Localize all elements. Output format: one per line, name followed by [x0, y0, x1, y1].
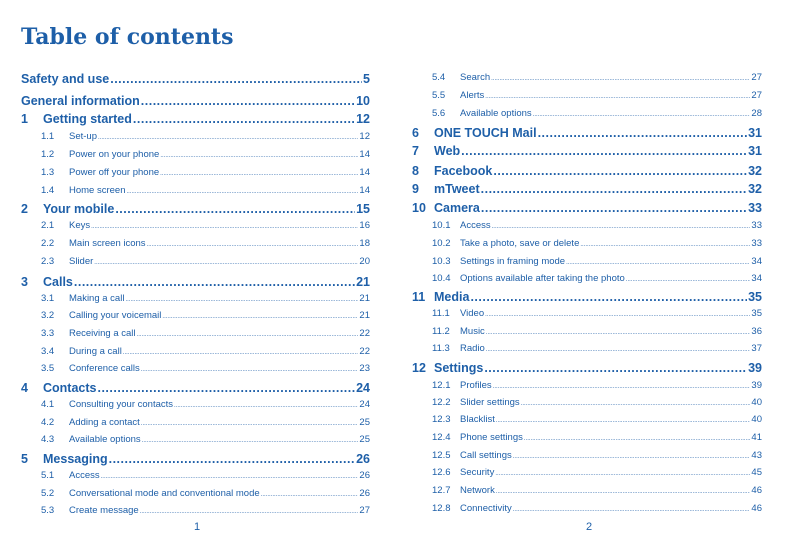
toc-entry-number: 3.4	[41, 346, 55, 357]
toc-leader-dots	[91, 220, 358, 231]
toc-entry-number: 12.5	[432, 450, 451, 461]
toc-entry-page: 25	[359, 434, 370, 445]
toc-leader-dots	[141, 417, 359, 428]
toc-entry-title: Access	[69, 470, 100, 481]
toc-leader-dots	[461, 144, 747, 158]
toc-leader-dots	[533, 108, 751, 119]
toc-entry	[412, 164, 762, 178]
toc-entry-number: 9	[412, 182, 419, 196]
toc-entry	[21, 346, 370, 357]
toc-entry-number: 2.2	[41, 238, 55, 249]
toc-entry-title: Video	[460, 308, 485, 319]
toc-entry-title: Home screen	[69, 185, 126, 196]
toc-entry-number: 2.3	[41, 256, 55, 267]
toc-leader-dots	[496, 485, 751, 496]
toc-entry-page: 35	[751, 308, 762, 319]
toc-entry-title: Alerts	[460, 90, 485, 101]
toc-entry-title: Slider settings	[460, 397, 520, 408]
toc-entry-title: Options available after taking the photo	[460, 273, 625, 284]
toc-entry-page: 28	[751, 108, 762, 119]
toc-leader-dots	[74, 275, 355, 289]
toc-leader-dots	[140, 505, 359, 516]
toc-entry-title: During a call	[69, 346, 122, 357]
toc-entry	[21, 72, 370, 86]
toc-entry-page: 39	[748, 361, 762, 375]
toc-leader-dots	[492, 220, 751, 231]
toc-entry	[21, 505, 370, 516]
toc-entry-number: 5.4	[432, 72, 446, 83]
toc-entry-page: 40	[751, 397, 762, 408]
toc-entry-title: Your mobile	[43, 202, 115, 216]
toc-entry-number: 1.1	[41, 131, 55, 142]
toc-leader-dots	[162, 310, 358, 321]
page-title: Table of contents	[21, 24, 234, 50]
toc-entry	[21, 328, 370, 339]
toc-entry-title: Access	[460, 220, 491, 231]
toc-entry-number: 10.3	[432, 256, 451, 267]
toc-entry-page: 23	[359, 363, 370, 374]
toc-entry-page: 46	[751, 503, 762, 514]
toc-entry-number: 11.1	[432, 308, 450, 319]
toc-entry-number: 12.2	[432, 397, 451, 408]
toc-entry-title: Conference calls	[69, 363, 140, 374]
toc-entry-number: 1.2	[41, 149, 55, 160]
toc-entry-title: Main screen icons	[69, 238, 146, 249]
toc-entry	[412, 108, 762, 119]
toc-entry-title: Phone settings	[460, 432, 523, 443]
toc-entry-page: 32	[748, 182, 762, 196]
toc-entry	[412, 414, 762, 425]
toc-entry-title: General information	[21, 94, 140, 108]
toc-entry-number: 12.6	[432, 467, 451, 478]
toc-entry-page: 14	[359, 185, 370, 196]
toc-leader-dots	[486, 343, 751, 354]
toc-leader-dots	[97, 381, 355, 395]
toc-leader-dots	[513, 503, 751, 514]
toc-entry-page: 24	[359, 399, 370, 410]
toc-entry-page: 37	[751, 343, 762, 354]
toc-entry-title: Connectivity	[460, 503, 512, 514]
toc-entry-page: 21	[359, 310, 370, 321]
toc-entry-number: 11	[412, 290, 426, 304]
toc-entry	[412, 397, 762, 408]
toc-leader-dots	[98, 131, 358, 142]
toc-entry	[21, 310, 370, 321]
toc-entry-page: 20	[359, 256, 370, 267]
toc-entry	[412, 343, 762, 354]
toc-entry-title: ONE TOUCH Mail	[434, 126, 537, 140]
toc-leader-dots	[123, 346, 359, 357]
toc-entry-title: Music	[460, 326, 485, 337]
toc-leader-dots	[524, 432, 751, 443]
toc-entry-number: 6	[412, 126, 419, 140]
toc-entry-page: 27	[751, 72, 762, 83]
toc-entry-title: Call settings	[460, 450, 512, 461]
toc-entry-number: 12.7	[432, 485, 451, 496]
toc-entry-page: 39	[751, 380, 762, 391]
toc-leader-dots	[626, 273, 751, 284]
toc-entry	[412, 361, 762, 375]
toc-entry-title: Settings in framing mode	[460, 256, 566, 267]
toc-entry-number: 2.1	[41, 220, 55, 231]
toc-entry-number: 12.8	[432, 503, 451, 514]
toc-entry-number: 3.3	[41, 328, 55, 339]
toc-leader-dots	[261, 488, 359, 499]
toc-entry-number: 4.1	[41, 399, 55, 410]
toc-entry-title: Blacklist	[460, 414, 495, 425]
toc-entry	[412, 380, 762, 391]
toc-entry-page: 43	[751, 450, 762, 461]
toc-leader-dots	[142, 434, 359, 445]
page-number-left: 1	[194, 521, 201, 533]
toc-entry	[21, 381, 370, 395]
toc-entry-title: Receiving a call	[69, 328, 136, 339]
toc-entry-page: 22	[359, 346, 370, 357]
toc-entry-page: 21	[359, 293, 370, 304]
toc-entry-title: Available options	[460, 108, 532, 119]
toc-leader-dots	[513, 450, 751, 461]
toc-entry	[21, 220, 370, 231]
toc-entry	[412, 238, 762, 249]
toc-entry-title: Messaging	[43, 452, 108, 466]
toc-entry-page: 46	[751, 485, 762, 496]
toc-entry-title: Consulting your contacts	[69, 399, 174, 410]
toc-entry	[21, 452, 370, 466]
toc-entry-page: 12	[356, 112, 370, 126]
toc-entry-number: 5.3	[41, 505, 55, 516]
toc-entry-title: Media	[434, 290, 470, 304]
toc-entry	[412, 467, 762, 478]
toc-leader-dots	[101, 470, 359, 481]
toc-entry-number: 10.2	[432, 238, 451, 249]
toc-entry	[412, 90, 762, 101]
toc-entry-title: Calling your voicemail	[69, 310, 162, 321]
toc-leader-dots	[174, 399, 358, 410]
toc-entry	[412, 126, 762, 140]
toc-entry-title: Making a call	[69, 293, 125, 304]
toc-entry	[21, 417, 370, 428]
toc-entry	[21, 238, 370, 249]
toc-entry-page: 31	[748, 144, 762, 158]
toc-entry-number: 1.4	[41, 185, 55, 196]
toc-entry	[21, 202, 370, 216]
toc-entry	[412, 485, 762, 496]
toc-entry	[21, 434, 370, 445]
toc-entry-number: 12.3	[432, 414, 451, 425]
toc-entry-page: 31	[748, 126, 762, 140]
toc-leader-dots	[115, 202, 355, 216]
toc-entry-page: 34	[751, 273, 762, 284]
toc-leader-dots	[94, 256, 358, 267]
toc-entry	[21, 131, 370, 142]
toc-entry-title: Web	[434, 144, 461, 158]
toc-entry-number: 3.2	[41, 310, 55, 321]
toc-leader-dots	[566, 256, 750, 267]
toc-entry-number: 10.1	[432, 220, 451, 231]
toc-entry-number: 3.1	[41, 293, 55, 304]
toc-entry-number: 1.3	[41, 167, 55, 178]
toc-entry	[412, 182, 762, 196]
toc-entry-title: Facebook	[434, 164, 493, 178]
toc-leader-dots	[521, 397, 751, 408]
toc-entry-title: Camera	[434, 201, 480, 215]
toc-entry-title: Network	[460, 485, 495, 496]
toc-entry-page: 36	[751, 326, 762, 337]
toc-leader-dots	[481, 182, 747, 196]
toc-leader-dots	[141, 94, 355, 108]
toc-entry-page: 34	[751, 256, 762, 267]
toc-leader-dots	[538, 126, 748, 140]
toc-entry-title: Available options	[69, 434, 141, 445]
toc-entry-title: Power off your phone	[69, 167, 160, 178]
toc-leader-dots	[493, 164, 747, 178]
toc-entry	[412, 144, 762, 158]
toc-entry-number: 8	[412, 164, 419, 178]
toc-entry	[412, 503, 762, 514]
toc-entry-page: 5	[363, 72, 370, 86]
toc-entry-number: 12.1	[432, 380, 451, 391]
toc-entry-number: 5.6	[432, 108, 446, 119]
toc-entry-page: 22	[359, 328, 370, 339]
toc-entry-number: 11.2	[432, 326, 450, 337]
toc-entry	[412, 290, 762, 304]
toc-entry-number: 5	[21, 452, 28, 466]
toc-entry-page: 18	[359, 238, 370, 249]
toc-entry-page: 14	[359, 149, 370, 160]
toc-entry-number: 1	[21, 112, 28, 126]
toc-entry-page: 41	[751, 432, 762, 443]
toc-entry-page: 26	[359, 488, 370, 499]
toc-leader-dots	[484, 361, 747, 375]
toc-entry-title: Calls	[43, 275, 73, 289]
toc-leader-dots	[127, 185, 359, 196]
toc-entry-title: Power on your phone	[69, 149, 160, 160]
toc-entry-page: 32	[748, 164, 762, 178]
toc-entry-page: 27	[751, 90, 762, 101]
toc-leader-dots	[147, 238, 359, 249]
toc-entry	[21, 185, 370, 196]
toc-entry-page: 27	[359, 505, 370, 516]
toc-entry-number: 10.4	[432, 273, 451, 284]
toc-entry	[21, 149, 370, 160]
toc-entry	[21, 94, 370, 108]
toc-leader-dots	[470, 290, 747, 304]
toc-entry-title: Slider	[69, 256, 94, 267]
toc-entry-title: Keys	[69, 220, 91, 231]
toc-entry-page: 45	[751, 467, 762, 478]
toc-entry-number: 5.2	[41, 488, 55, 499]
toc-entry	[412, 220, 762, 231]
toc-entry	[412, 256, 762, 267]
toc-entry-title: Conversational mode and conventional mode	[69, 488, 260, 499]
toc-entry-title: Take a photo, save or delete	[460, 238, 580, 249]
toc-leader-dots	[133, 112, 355, 126]
toc-entry	[21, 488, 370, 499]
toc-leader-dots	[485, 308, 750, 319]
toc-entry-page: 16	[359, 220, 370, 231]
toc-entry-title: Profiles	[460, 380, 492, 391]
toc-entry	[21, 112, 370, 126]
toc-entry-page: 33	[751, 238, 762, 249]
toc-leader-dots	[160, 167, 358, 178]
toc-entry-page: 15	[356, 202, 370, 216]
toc-entry-title: Radio	[460, 343, 485, 354]
toc-entry-title: Search	[460, 72, 491, 83]
toc-entry-number: 3.5	[41, 363, 55, 374]
toc-entry-title: Set-up	[69, 131, 97, 142]
toc-entry-title: Security	[460, 467, 495, 478]
toc-leader-dots	[110, 72, 362, 86]
toc-entry	[412, 273, 762, 284]
toc-entry-page: 33	[748, 201, 762, 215]
toc-entry-number: 12	[412, 361, 426, 375]
toc-entry-title: Contacts	[43, 381, 97, 395]
toc-entry-number: 11.3	[432, 343, 450, 354]
toc-leader-dots	[491, 72, 750, 83]
toc-entry-number: 4	[21, 381, 28, 395]
toc-entry	[21, 470, 370, 481]
toc-leader-dots	[486, 326, 751, 337]
toc-entry	[21, 275, 370, 289]
toc-leader-dots	[580, 238, 750, 249]
toc-entry-page: 26	[356, 452, 370, 466]
toc-entry	[21, 363, 370, 374]
toc-entry	[412, 450, 762, 461]
toc-entry-page: 40	[751, 414, 762, 425]
toc-entry-title: Safety and use	[21, 72, 110, 86]
toc-entry-title: Getting started	[43, 112, 132, 126]
toc-entry	[412, 326, 762, 337]
toc-leader-dots	[141, 363, 359, 374]
toc-entry-page: 12	[359, 131, 370, 142]
toc-entry	[412, 308, 762, 319]
toc-entry	[412, 432, 762, 443]
toc-entry-title: Create message	[69, 505, 139, 516]
toc-entry-title: Adding a contact	[69, 417, 140, 428]
toc-entry	[21, 293, 370, 304]
toc-leader-dots	[109, 452, 355, 466]
toc-entry	[21, 167, 370, 178]
toc-leader-dots	[160, 149, 358, 160]
toc-entry	[412, 72, 762, 83]
toc-entry-number: 5.1	[41, 470, 55, 481]
page-number-right: 2	[586, 521, 593, 533]
toc-entry-number: 5.5	[432, 90, 446, 101]
toc-entry-page: 14	[359, 167, 370, 178]
toc-entry-number: 10	[412, 201, 426, 215]
toc-entry-page: 10	[356, 94, 370, 108]
toc-entry-number: 12.4	[432, 432, 451, 443]
toc-leader-dots	[481, 201, 747, 215]
toc-entry-page: 26	[359, 470, 370, 481]
toc-leader-dots	[125, 293, 358, 304]
toc-entry-page: 35	[748, 290, 762, 304]
toc-leader-dots	[137, 328, 359, 339]
toc-entry-number: 3	[21, 275, 28, 289]
toc-leader-dots	[485, 90, 750, 101]
toc-entry-page: 33	[751, 220, 762, 231]
toc-leader-dots	[495, 467, 750, 478]
toc-entry-page: 25	[359, 417, 370, 428]
toc-entry-page: 21	[356, 275, 370, 289]
toc-entry-number: 4.2	[41, 417, 55, 428]
toc-entry-title: Settings	[434, 361, 484, 375]
toc-entry-number: 2	[21, 202, 28, 216]
toc-entry-title: mTweet	[434, 182, 480, 196]
toc-entry-number: 7	[412, 144, 419, 158]
toc-leader-dots	[493, 380, 751, 391]
toc-entry	[21, 399, 370, 410]
toc-entry-number: 4.3	[41, 434, 55, 445]
toc-entry	[412, 201, 762, 215]
toc-entry-page: 24	[356, 381, 370, 395]
toc-entry	[21, 256, 370, 267]
toc-leader-dots	[496, 414, 751, 425]
